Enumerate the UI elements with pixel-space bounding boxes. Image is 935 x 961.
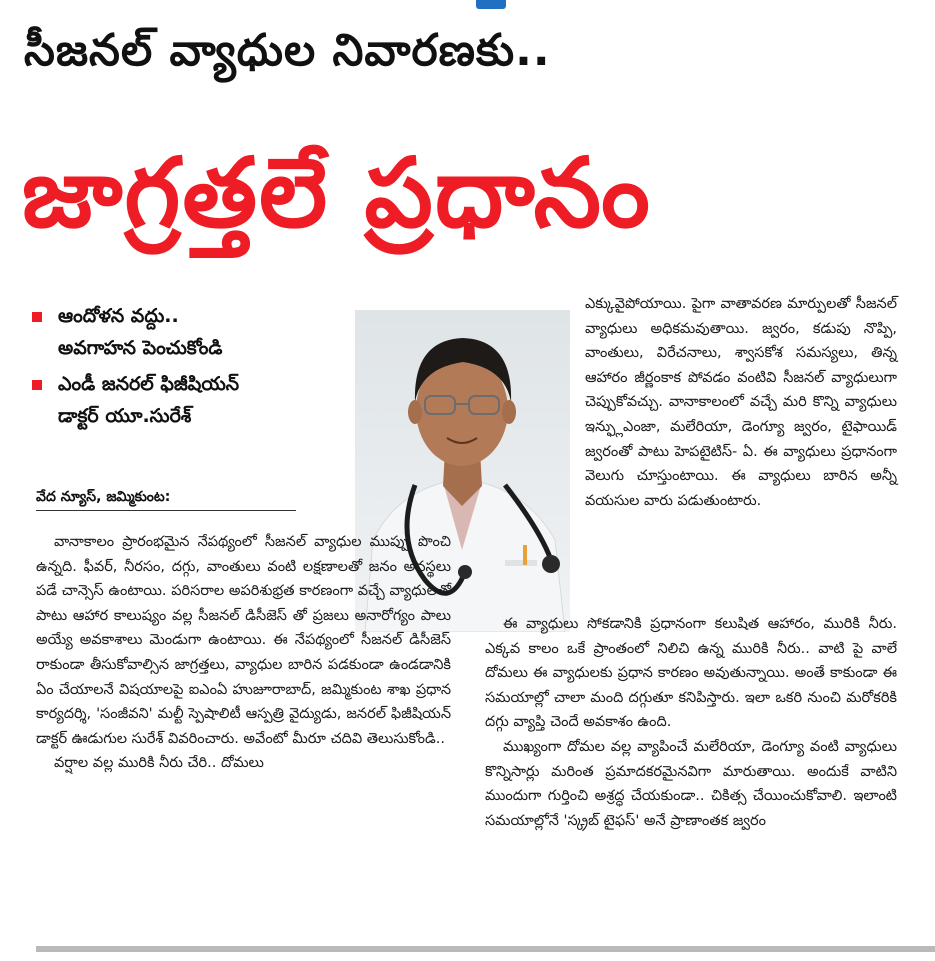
bullet-line: అవగాహన పెంచుకోండి (58, 337, 223, 359)
bullet-line: ఆందోళన వద్దు.. (58, 305, 179, 327)
bullet-item (28, 300, 348, 364)
byline: వేద న్యూస్, జమ్మికుంట: (36, 486, 296, 511)
article-paragraph: వానాకాలం ప్రారంభమైన నేపథ్యంలో సీజనల్ వ్యాధుల ముప్పు పొంచి ఉన్నది. ఫీవర్, నీరసం, దగ్గు, వాంతులు వంటి లక్షణాలతో జనం అవస్థలు పడే చాన్సెస్ ఉంటాయి. పరిసరాల అపరిశుభ్రత కారణంగా వచ్చే వ్యాధులతో పాటు ఆహార కాలుష్యం వల్ల సీజనల్ డిసీజెస్ తో ప్రజలు అనారోగ్యం పాలు అయ్యే అవకాశాలు మెండుగా ఉంటాయి. ఈ నేపథ్యంలో సీజనల్ డిసీజెస్ రాకుండా తీసుకోవాల్సిన జాగ్రత్తలు, వ్యాధుల బారిన పడకుండా ఉండడానికి ఏం చేయాలనే విషయాలపై ఐఎంఏ హుజూరాబాద్, జమ్మికుంట శాఖ ప్రధాన కార్యదర్శి, 'సంజీవని' మల్టీ స్పెషాలిటీ ఆస్పత్రి వైద్యుడు, జనరల్ ఫిజీషియన్ డాక్టర్ ఊడుగుల సురేశ్ వివరించారు. అవేంటో మీరూ చదివి తెలుసుకోండి.. (36, 534, 451, 747)
article-column-left (36, 530, 451, 776)
article-paragraph: ముఖ్యంగా దోమల వల్ల వ్యాపించే మలేరియా, డెంగ్యూ వంటి వ్యాధులు కొన్నిసార్లు మరింత ప్రమాదకరమైనవిగా మారుతాయి. అందుకే వాటిని ముందుగా గుర్తించి అశ్రద్ధ చేయకుండా.. చికిత్స చేయించుకోవాలి. ఇలాంటి సమయాల్లోనే 'స్క్రబ్ టైఫస్' అనే ప్రాణాంతక జ్వరం (485, 738, 897, 829)
article-paragraph: వర్షాల వల్ల మురికి నీరు చేరి.. దోమలు (54, 755, 264, 772)
article-column-right-bottom (485, 612, 897, 833)
main-headline: జాగ్రత్తలే ప్రధానం (22, 137, 652, 249)
bullet-line: డాక్టర్ యూ.సురేశ్ (58, 405, 192, 427)
red-square-bullet-icon (32, 380, 42, 390)
bullet-line: ఎండీ జనరల్ ఫిజీషియన్ (58, 373, 240, 395)
bullet-item (28, 368, 348, 432)
article-paragraph: ఎక్కువైపోయాయి. పైగా వాతావరణ మార్పులతో సీజనల్ వ్యాధులు అధికమవుతాయి. జ్వరం, కడుపు నొప్పి, వాంతులు, విరేచనాలు, శ్వాసకోశ సమస్యలు, తిన్న ఆహారం జీర్ణంకాక పోవడం వంటివి సీజనల్ వ్యాధులుగా చెప్పుకోవచ్చు. వానాకాలంలో వచ్చే మరి కొన్ని వ్యాధులు ఇన్ఫ్లుఎంజా, మలేరియా, డెంగ్యూ జ్వరం, టైఫాయిడ్ జ్వరంతో పాటు హెపటైటిస్- ఏ. ఈ వ్యాధులు ప్రధానంగా వెలుగు చూస్తుంటాయి. ఈ వ్యాధులు బారిన అన్నీ వయసుల వారు పడుతుంటారు. (585, 296, 897, 509)
red-square-bullet-icon (32, 312, 42, 322)
bottom-divider (36, 946, 935, 952)
article-column-right-top (585, 292, 897, 513)
kicker-headline: సీజనల్ వ్యాధుల నివారణకు.. (24, 25, 551, 76)
highlight-bullets (28, 300, 348, 436)
masthead-blue-mark (476, 0, 506, 9)
article-paragraph: ఈ వ్యాధులు సోకడానికి ప్రధానంగా కలుషిత ఆహారం, మురికి నీరు. ఎక్కవ కాలం ఒకే ప్రాంతంలో నిలిచి ఉన్న మురికి నీరు.. వాటి పై వాలే దోమలు ఈ వ్యాధులకు ప్రధాన కారణం అవుతున్నాయి. అంతే కాకుండా ఈ సమయాల్లో చాలా మంది దగ్గుతూ కనిపిస్తారు. ఇలా ఒకరి నుంచి మరోకరికి దగ్గు వ్యాప్తి చెందే అవకాశం ఉంది. (485, 616, 897, 731)
